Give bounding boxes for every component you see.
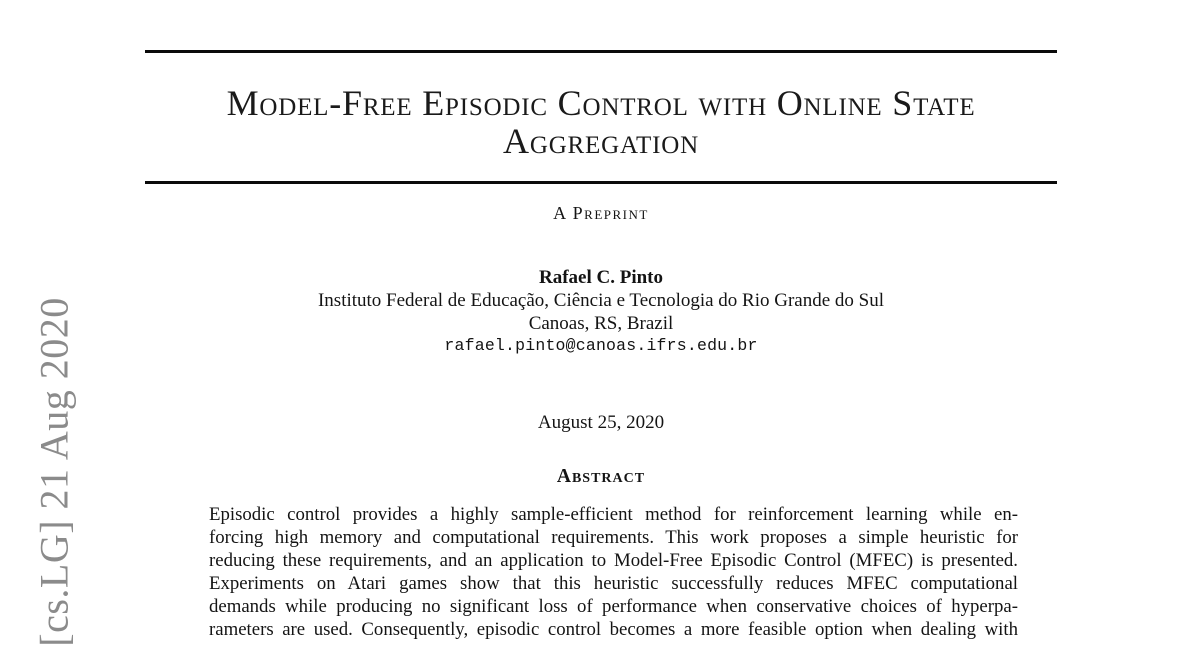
arxiv-watermark-text: [cs.LG] 21 Aug 2020	[31, 297, 77, 647]
paper-title-line-1: Model-Free Episodic Control with Online State	[226, 83, 976, 123]
abstract-line: Episodic control provides a highly sample-efficient method for reinforcement learning while en-	[209, 504, 1018, 525]
abstract-line: forcing high memory and computational requirements. This work proposes a simple heuristic for	[209, 527, 1018, 548]
author-affiliation: Instituto Federal de Educação, Ciência e Tecnologia do Rio Grande do Sul	[317, 290, 885, 311]
abstract-line: rameters are used. Consequently, episodic control becomes a more feasible option when dealing with	[209, 619, 1018, 640]
abstract-line: demands while producing no significant loss of performance when conservative choices of hyperpa-	[209, 596, 1018, 617]
title-rule-bottom	[145, 181, 1057, 184]
author-name: Rafael C. Pinto	[538, 267, 663, 288]
author-location: Canoas, RS, Brazil	[528, 313, 674, 334]
abstract-heading: Abstract	[556, 466, 646, 487]
title-rule-top	[145, 50, 1057, 53]
preprint-label: A Preprint	[553, 203, 649, 223]
paper-date: August 25, 2020	[537, 412, 665, 433]
author-email: rafael.pinto@canoas.ifrs.edu.br	[444, 336, 758, 355]
abstract-line: reducing these requirements, and an application to Model-Free Episodic Control (MFEC) is presented.	[209, 550, 1018, 571]
abstract-paragraph	[209, 503, 1018, 641]
abstract-line: Experiments on Atari games show that this heuristic successfully reduces MFEC computational	[209, 573, 1018, 594]
paper-title-line-2: Aggregation	[503, 121, 699, 161]
